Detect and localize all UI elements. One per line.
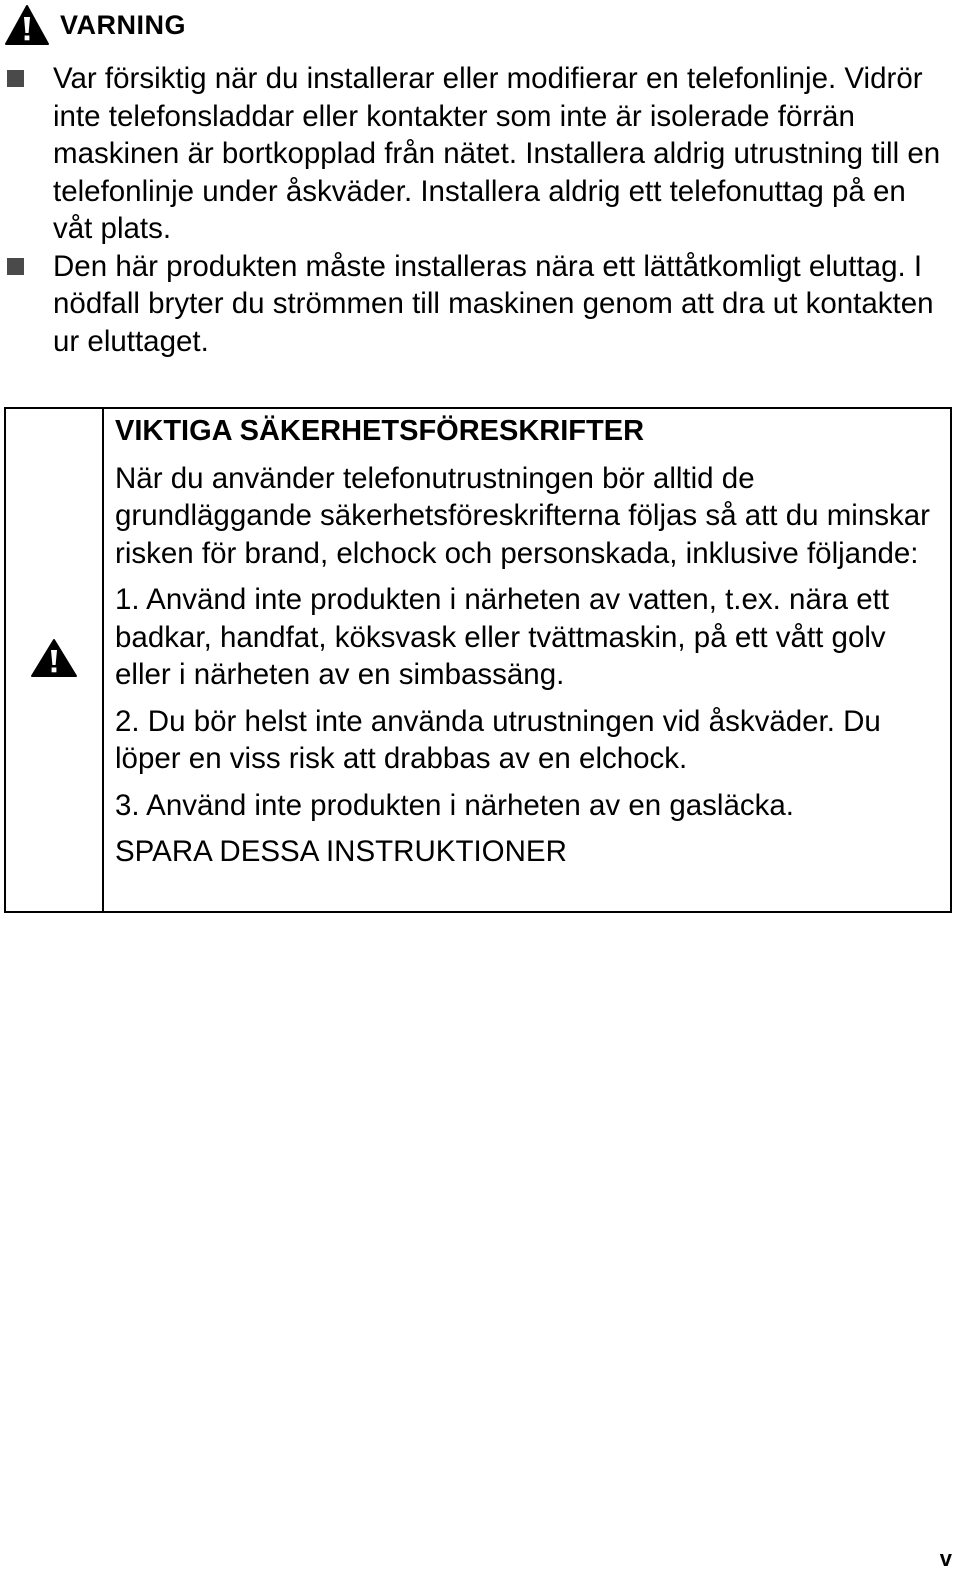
warning-header <box>4 2 186 48</box>
warning-list <box>0 60 960 360</box>
safety-instructions-box <box>4 407 952 913</box>
safety-heading: VIKTIGA SÄKERHETSFÖRESKRIFTER <box>115 415 645 447</box>
safety-point: 2. Du bör helst inte använda utrustningen vid åskväder. Du löper en viss risk att drabbas av en elchock. <box>115 704 881 775</box>
safety-text-cell <box>104 409 950 911</box>
square-bullet-icon <box>7 70 24 87</box>
warning-title: VARNING <box>60 9 187 40</box>
warning-item-text: Den här produkten måste installeras nära ett lättåtkomligt eluttag. I nödfall bryter du strömmen till maskinen genom att dra ut kontakten ur eluttaget. <box>53 249 934 358</box>
warning-list-item <box>0 248 960 361</box>
square-bullet-icon <box>7 258 24 275</box>
page-number: v <box>939 1546 952 1571</box>
warning-triangle-icon <box>30 638 78 683</box>
safety-footer: SPARA DESSA INSTRUKTIONER <box>115 835 567 868</box>
safety-intro: När du använder telefonutrustningen bör alltid de grundläggande säkerhetsföreskrifterna följas så att du minskar risken för brand, elchock och personskada, inklusive följande: <box>115 461 930 570</box>
warning-item-text: Var försiktig när du installerar eller modifierar en telefonlinje. Vidrör inte telefonsladdar eller kontakter som inte är isolerade förrän maskinen är bortkopplad från nätet. Installera aldrig utrustning till en telefonlinje under åskväder. Installera aldrig ett telefonuttag på en våt plats. <box>53 62 941 245</box>
safety-point: 3. Använd inte produkten i närheten av en gasläcka. <box>115 788 794 822</box>
safety-icon-cell <box>6 409 104 911</box>
safety-point: 1. Använd inte produkten i närheten av vatten, t.ex. nära ett badkar, handfat, köksvask eller tvättmaskin, på ett vått golv eller i närheten av en simbassäng. <box>115 583 890 691</box>
warning-triangle-icon <box>4 4 50 46</box>
warning-list-item <box>0 60 960 248</box>
